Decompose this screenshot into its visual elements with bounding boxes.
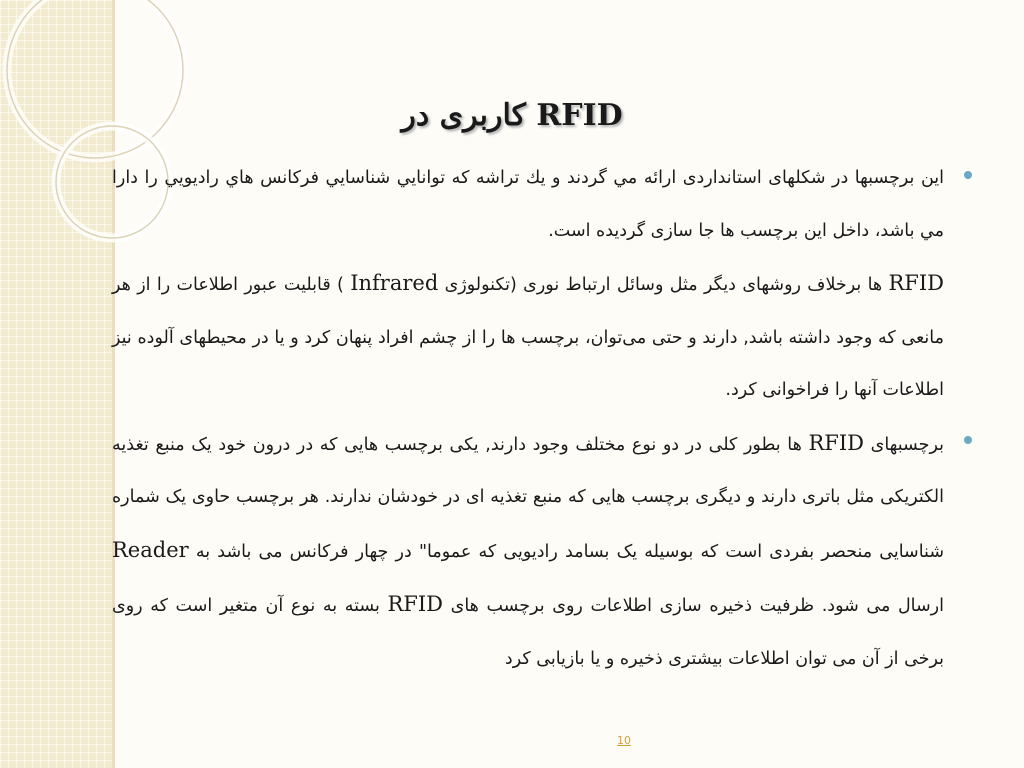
slide-body — [112, 152, 972, 685]
paragraph-text: ها بطور کلی در دو نوع مختلف وجود دارند, یکی برچسب هایی که در درون خود یک منبع تغذیه الکتریکی مثل باتری دارند و دیگری برچسب هایی که منبع تغذیه ای در خودشان ندارند. هر برچسب حاوی یک شماره شناسایی منحصر بفردی است که بوسیله یک بسامد رادیویی که عموما" در چهار فرکانس می باشد به — [112, 434, 944, 562]
paragraph-1 — [112, 152, 972, 257]
latin-term: Infrared — [350, 271, 439, 295]
latin-term: Reader — [112, 537, 189, 562]
latin-term: RFID — [387, 592, 443, 616]
latin-term: RFID — [808, 430, 865, 455]
paragraph-text: این برچسبها در شكلهای استانداردی ارائه مي گردند و يك تراشه كه توانايي شناسايي فركانس هاي راديويي را دارا مي باشد، داخل اين برچسب ها جا سازی گرديده است. — [112, 168, 944, 241]
paragraph-text: ) قابلیت عبور اطلاعات را از هر مانعی که وجود داشته باشد, دارند و حتی می‌توان، برچسب ها را از چشم افراد پنهان کرد و یا در محیطهای آلوده نیز اطلاعات آنها را فراخوانی کرد. — [112, 275, 944, 400]
latin-term: RFID — [888, 271, 944, 295]
bullet-icon — [964, 436, 972, 444]
paragraph-text: بسته به نوع آن متغیر است که روی برخی از آن می توان اطلاعات بیشتری ذخیره و یا بازیابی کرد — [112, 596, 944, 669]
paragraph-3 — [112, 417, 972, 686]
paragraph-text: ها برخلاف روشهای دیگر مثل وسائل ارتباط نوری (تکنولوژی — [438, 275, 889, 295]
paragraph-text: ارسال می شود. ظرفیت ذخیره سازی اطلاعات روی برچسب های — [443, 596, 944, 616]
slide-title: کاربری در RFID — [401, 98, 623, 133]
bullet-icon — [964, 171, 972, 179]
page-number[interactable]: 10 — [617, 734, 631, 747]
paragraph-text: برچسبهای — [864, 434, 944, 455]
paragraph-2 — [112, 257, 972, 417]
